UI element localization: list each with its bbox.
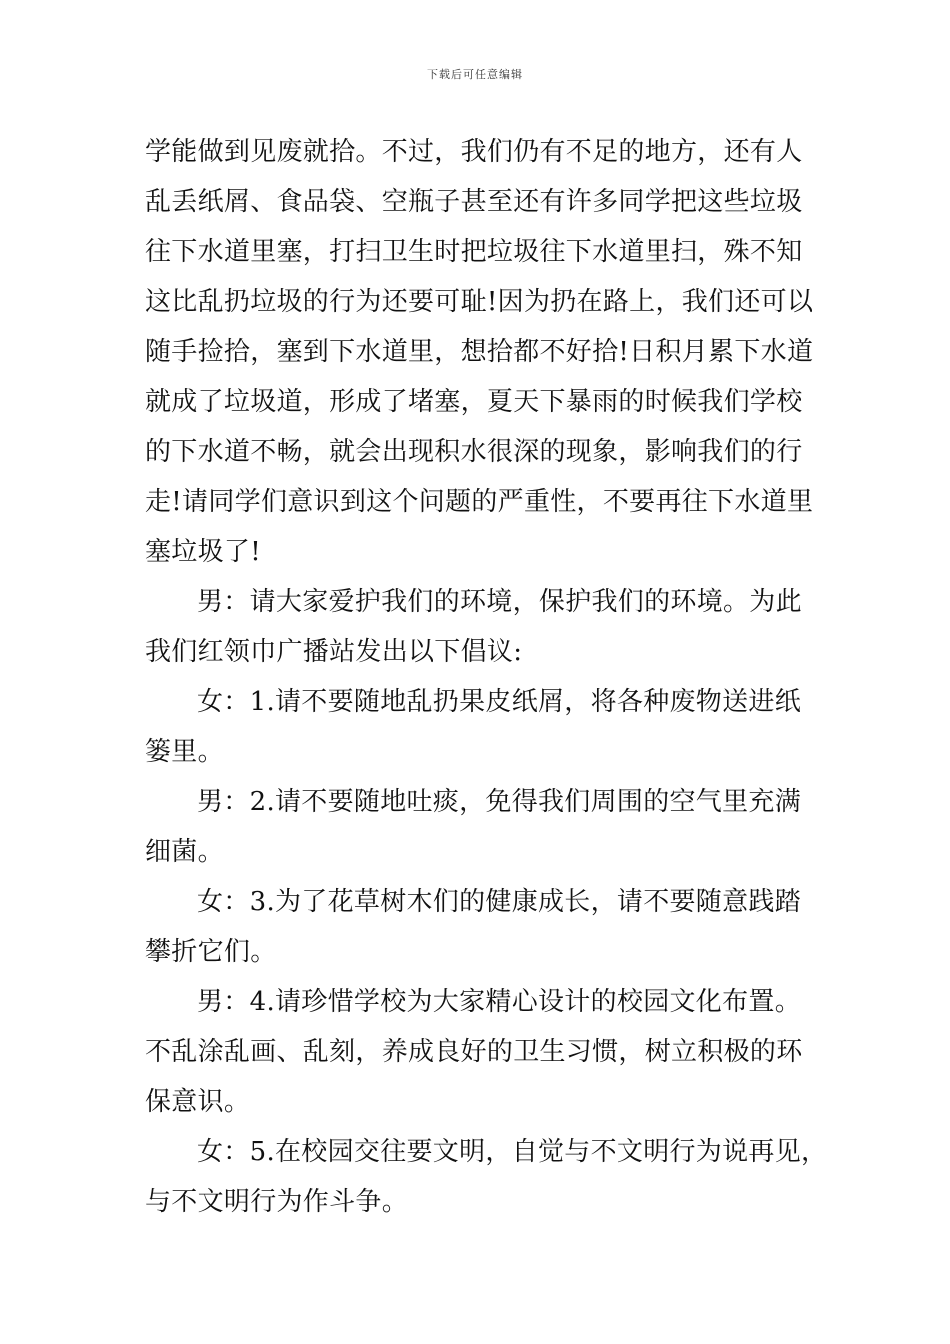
- text-line: 我们红领巾广播站发出以下倡议:: [145, 637, 523, 667]
- text-line: 就成了垃圾道，形成了堵塞，夏天下暴雨的时候我们学校: [145, 387, 803, 417]
- text-line: 保意识。: [145, 1087, 251, 1117]
- paragraph-start-line: 男：2.请不要随地吐痰，免得我们周围的空气里充满: [197, 787, 802, 817]
- text-line: 乱丢纸屑、食品袋、空瓶子甚至还有许多同学把这些垃圾: [145, 187, 803, 217]
- text-line: 学能做到见废就拾。不过，我们仍有不足的地方，还有人: [145, 137, 803, 167]
- page-header: 下载后可任意编辑: [427, 68, 523, 81]
- paragraph-start-line: 男：4.请珍惜学校为大家精心设计的校园文化布置。: [197, 987, 802, 1017]
- paragraph-start-line: 女：3.为了花草树木们的健康成长，请不要随意践踏: [197, 887, 802, 917]
- text-line: 这比乱扔垃圾的行为还要可耻!因为扔在路上，我们还可以: [145, 287, 814, 317]
- text-line: 细菌。: [145, 837, 224, 867]
- paragraph-start-line: 女：1.请不要随地乱扔果皮纸屑，将各种废物送进纸: [197, 687, 802, 717]
- text-line: 的下水道不畅，就会出现积水很深的现象，影响我们的行: [145, 437, 803, 467]
- text-line: 走!请同学们意识到这个问题的严重性，不要再往下水道里: [145, 487, 814, 517]
- document-body: [145, 127, 828, 1227]
- text-line: 攀折它们。: [145, 937, 277, 967]
- text-line: 塞垃圾了!: [145, 537, 261, 567]
- text-line: 随手捡拾，塞到下水道里，想拾都不好拾!日积月累下水道: [145, 337, 814, 367]
- paragraph-start-line: 男：请大家爱护我们的环境，保护我们的环境。为此: [197, 587, 802, 617]
- text-line: 往下水道里塞，打扫卫生时把垃圾往下水道里扫，殊不知: [145, 237, 803, 267]
- text-line: 与不文明行为作斗争。: [145, 1187, 409, 1217]
- paragraph-start-line: 女：5.在校园交往要文明，自觉与不文明行为说再见，: [197, 1137, 828, 1167]
- text-line: 不乱涂乱画、乱刻，养成良好的卫生习惯，树立积极的环: [145, 1037, 803, 1067]
- text-line: 篓里。: [145, 737, 224, 767]
